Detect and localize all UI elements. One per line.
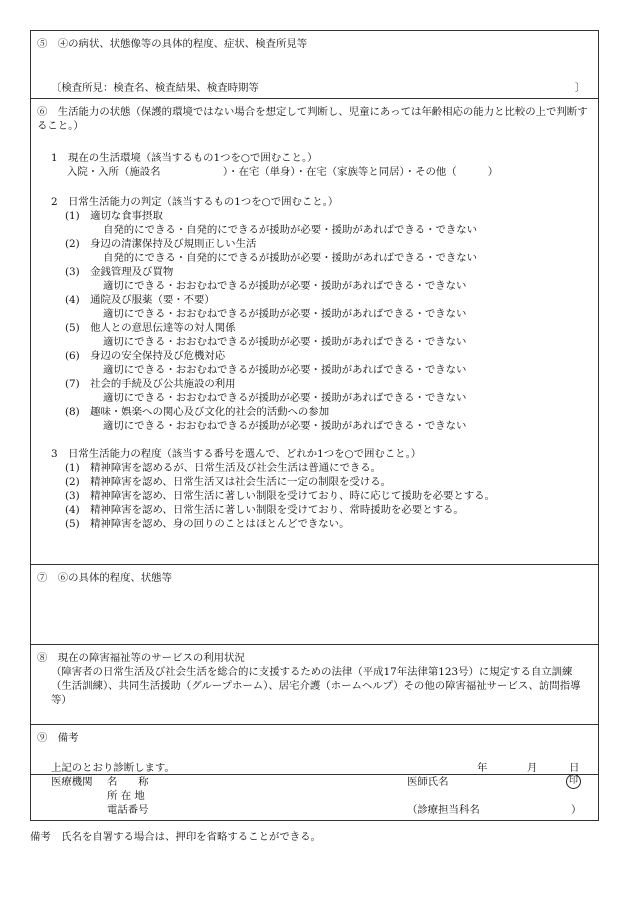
degree-item: (2) 精神障害を認め、日常生活又は社会生活に一定の制限を受ける。 xyxy=(65,476,392,488)
judge-item-label: (1) 適切な食事摂取 xyxy=(65,210,163,222)
section-9-title: ⑨ 備考 xyxy=(37,732,79,744)
degree-item: (1) 精神障害を認めるが、日常生活及び社会生活は普通にできる。 xyxy=(65,462,382,474)
section-5-title: ⑤ ④の病状、状態像等の具体的程度、症状、検査所見等 xyxy=(37,38,308,50)
remarks-note: 備考 氏名を自署する場合は、押印を省略することができる。 xyxy=(30,831,321,843)
section-8-body: （障害者の日常生活及び社会生活を総合的に支援するための法律（平成17年法律第123号）に規定する自立訓練（生活訓練）、共同生活援助（グループホーム）、居宅介護（ホームヘルプ）その他の障害福祉サービス、訪問指導等） xyxy=(51,666,581,706)
diagnosis-statement: 上記のとおり診断します。 xyxy=(51,762,175,774)
judge-item-scale: 適切にできる・おおむねできるが援助が必要・援助があればできる・できない xyxy=(103,392,467,404)
date-month-label: 月 xyxy=(527,762,538,774)
address-label: 所 在 地 xyxy=(107,790,145,802)
degree-item: (5) 精神障害を認め、身の回りのことはほとんどできない。 xyxy=(65,518,350,530)
exam-findings-close: 〕 xyxy=(575,82,586,94)
section-8 xyxy=(31,645,598,725)
judge-item-scale: 適切にできる・おおむねできるが援助が必要・援助があればできる・できない xyxy=(103,364,467,376)
exam-findings-label: 〔検査所見：検査名、検査結果、検査時期等 xyxy=(51,82,259,94)
judge-item-label: (7) 社会的手続及び公共施設の利用 xyxy=(65,378,236,390)
signature-block xyxy=(31,762,598,820)
judge-item-scale: 自発的にできる・自発的にできるが援助が必要・援助があればできる・できない xyxy=(103,224,478,236)
living-environment-options: 入院・入所（施設名 ）・在宅（単身）・在宅（家族等と同居）・その他（ ） xyxy=(67,166,499,178)
judge-item-scale: 適切にできる・おおむねできるが援助が必要・援助があればできる・できない xyxy=(103,280,467,292)
date-year-label: 年 xyxy=(477,762,488,774)
institution-label: 医療機関 xyxy=(51,776,93,788)
judge-item-label: (8) 趣味・娯楽への関心及び文化的社会的活動への参加 xyxy=(65,406,330,418)
judge-item-label: (5) 他人との意思伝達等の対人関係 xyxy=(65,322,236,334)
doctor-name-label: 医師氏名 xyxy=(407,776,449,788)
judge-item-scale: 適切にできる・おおむねできるが援助が必要・援助があればできる・できない xyxy=(103,336,467,348)
judge-item-scale: 適切にできる・おおむねできるが援助が必要・援助があればできる・できない xyxy=(103,308,467,320)
section-6 xyxy=(31,99,598,565)
judge-item-label: (4) 通院及び服薬（要・不要） xyxy=(65,294,215,306)
department-close: ） xyxy=(571,804,582,816)
institution-name-label: 名 称 xyxy=(107,776,149,788)
living-environment-heading: 1 現在の生活環境（該当するもの1つを○で囲むこと。） xyxy=(51,152,318,164)
judge-item-scale: 自発的にできる・自発的にできるが援助が必要・援助があればできる・できない xyxy=(103,252,478,264)
date-day-label: 日 xyxy=(569,762,580,774)
judge-item-label: (3) 金銭管理及び買物 xyxy=(65,266,174,278)
section-5 xyxy=(31,31,598,99)
daily-ability-heading: 2 日常生活能力の判定（該当するもの1つを○で囲むこと。） xyxy=(51,196,339,208)
seal-mark: 印 xyxy=(566,774,581,789)
judge-item-scale: 適切にできる・おおむねできるが援助が必要・援助があればできる・できない xyxy=(103,420,467,432)
ability-degree-heading: 3 日常生活能力の程度（該当する番号を選んで、どれか1つを○で囲むこと。） xyxy=(51,448,422,460)
section-7 xyxy=(31,565,598,645)
certificate-form xyxy=(30,30,599,821)
phone-label: 電話番号 xyxy=(107,804,149,816)
department-label: （診療担当科名 xyxy=(407,804,480,816)
section-7-title: ⑦ ⑥の具体的程度、状態等 xyxy=(37,572,173,584)
judge-item-label: (6) 身辺の安全保持及び危機対応 xyxy=(65,350,226,362)
judge-item-label: (2) 身辺の清潔保持及び規則正しい生活 xyxy=(65,238,257,250)
section-6-title: ⑥ 生活能力の状態（保護的環境ではない場合を想定して判断し、児童にあっては年齢相応の能力と比較の上で判断すること。） xyxy=(37,106,588,132)
degree-item: (4) 精神障害を認め、日常生活に著しい制限を受けており、常時援助を必要とする。 xyxy=(65,504,464,516)
section-8-title: ⑧ 現在の障害福祉等のサービスの利用状況 xyxy=(37,652,245,664)
degree-item: (3) 精神障害を認め、日常生活に著しい制限を受けており、時に応じて援助を必要とする。 xyxy=(65,490,495,502)
